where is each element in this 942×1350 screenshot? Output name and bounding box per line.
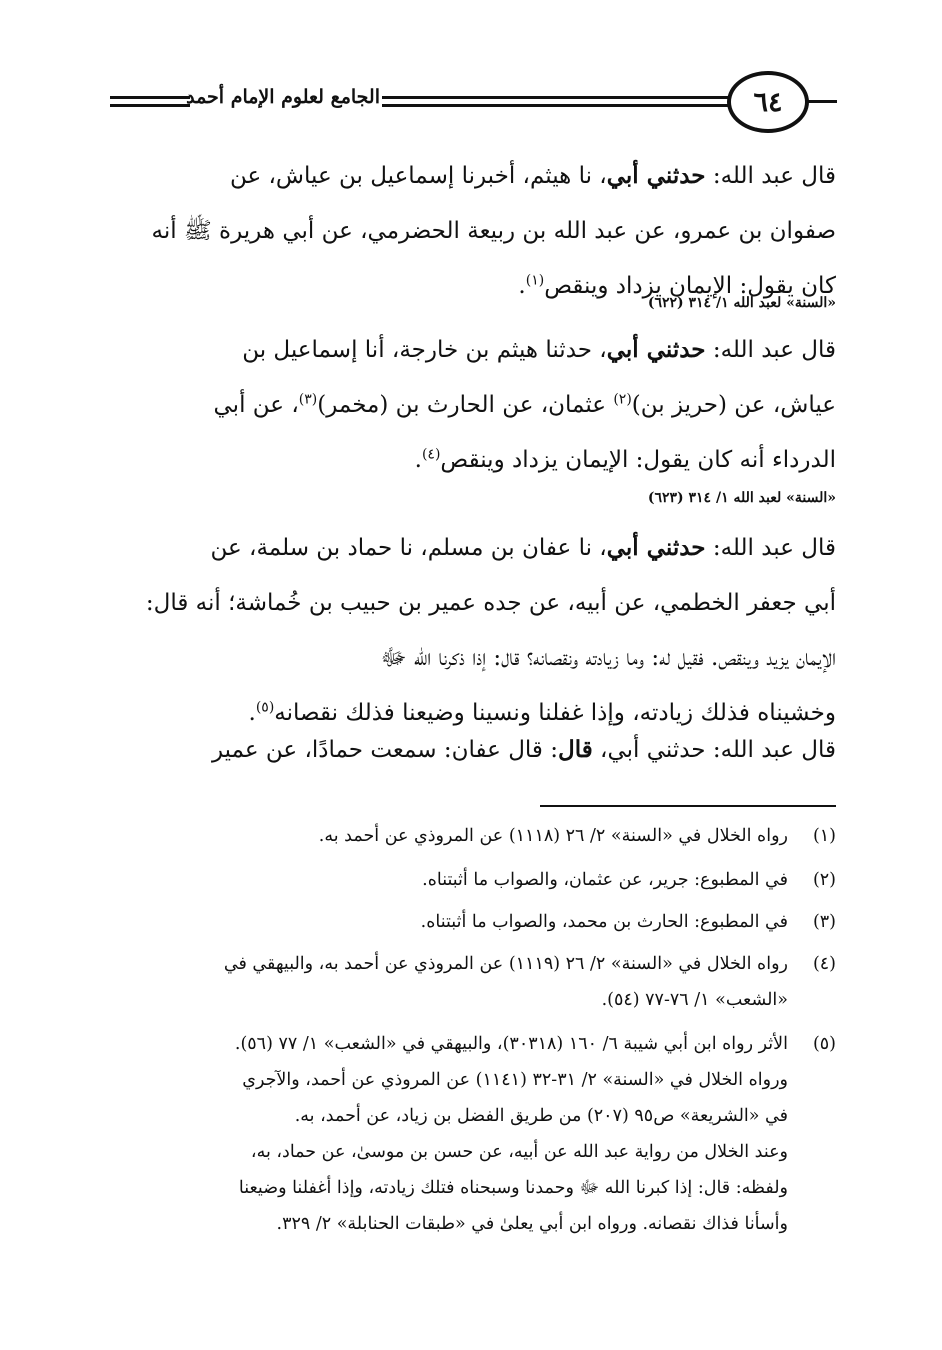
footnote-line: وعند الخلال من رواية عبد الله عن أبيه، عن حسن بن موسىٰ، عن حماد، به، (250, 1142, 788, 1162)
footnote-line: في المطبوع: جرير، عن عثمان، والصواب ما أثبتناه. (422, 870, 788, 890)
footnote-number: (١) (812, 826, 836, 846)
header-title: الجامع لعلوم الإمام أحمد (186, 86, 380, 108)
page-number: ٦٤ (753, 86, 783, 118)
paragraph-1 (112, 148, 836, 314)
paragraph-line: قال عبد الله: حدثني أبي، قال: قال عفان: سمعت حمادًا، عن عمير (211, 736, 836, 763)
footnote-ref[interactable]: (٣) (298, 391, 318, 408)
footnote-ref[interactable]: (٢) (613, 391, 632, 408)
footnote-number: (٣) (812, 912, 836, 932)
footnote-number: (٢) (812, 870, 836, 890)
header-rule-middle-top (382, 96, 730, 99)
footnote-number: (٥) (812, 1034, 836, 1054)
paragraph-line: عياش، عن (حريز بن)$^{(٢)}$ عثمان، عن الحارث بن (مخمر)$^{(٣)}$، عن أبي (213, 391, 836, 418)
page-number-badge (727, 71, 809, 133)
footnote-line: الأثر رواه ابن أبي شيبة ٦/ ١٦٠ (٣٠٣١٨)، والبيهقي في «الشعب» ١/ ٧٧ (٥٦). (234, 1034, 788, 1054)
footnote-line: في المطبوع: الحارث بن محمد، والصواب ما أثبتناه. (420, 912, 788, 932)
source-citation-1: «السنة» لعبد الله ١/ ٣١٤ (٦٢٢) (647, 295, 836, 311)
paragraph-line: قال عبد الله: حدثني أبي، نا هيثم، أخبرنا إسماعيل بن عياش، عن (229, 162, 836, 189)
footnote-ref[interactable]: (١) (525, 272, 545, 289)
paragraph-line: الإيمان يزيد وينقص. فقيل له: وما زيادته ونقصانه؟ قال: إذا ذكرنا الله ﷻ (380, 645, 836, 671)
footnote-line: «الشعب» ١/ ٧٦-٧٧ (٥٤). (601, 990, 788, 1010)
paragraph-line: قال عبد الله: حدثني أبي، نا عفان بن مسلم، نا حماد بن سلمة، عن (210, 534, 836, 561)
footnote-number: (٤) (812, 954, 836, 974)
header-rule-left-top (110, 96, 190, 99)
paragraph-line: قال عبد الله: حدثني أبي، حدثنا هيثم بن خارجة، أنا إسماعيل بن (242, 336, 836, 363)
paragraph-3 (112, 520, 836, 741)
footnote-line: ولفظه: قال: إذا كبرنا الله ﷻ وحمدنا وسبحناه فتلك زيادته، وإذا أغفلنا وضيعنا (238, 1178, 788, 1198)
paragraph-line: أبي جعفر الخطمي، عن أبيه، عن جده عمير بن حبيب بن خُماشة؛ أنه قال: (145, 590, 836, 616)
footnote-line: وأسأنا فذاك نقصانه. ورواه ابن أبي يعلىٰ في «طبقات الحنابلة» ٢/ ٣٢٩. (276, 1214, 788, 1234)
paragraph-2 (112, 322, 836, 488)
source-citation-2: «السنة» لعبد الله ١/ ٣١٤ (٦٢٣) (647, 490, 836, 506)
paragraph-line: وخشيناه فذلك زيادته، وإذا غفلنا ونسينا وضيعنا فذلك نقصانه$^{(٥)}$. (248, 699, 836, 726)
paragraph-line: الدرداء أنه كان يقول: الإيمان يزداد وينقص$^{(٤)}$. (414, 446, 836, 473)
header-rule-left-bottom (110, 104, 190, 107)
paragraph-4 (112, 722, 836, 778)
paragraph-line: كان يقول: الإيمان يزداد وينقص$^{(١)}$. (518, 272, 836, 299)
footnote-ref[interactable]: (٤) (421, 446, 441, 463)
paragraph-line: صفوان بن عمرو، عن عبد الله بن ربيعة الحضرمي، عن أبي هريرة ﷺ أنه (151, 218, 836, 244)
header-rule-right (805, 100, 837, 103)
header-rule-middle-bottom (382, 104, 730, 107)
footnote-line: في «الشريعة» ص٩٥ (٢٠٧) من طريق الفضل بن زياد، عن أحمد، به. (294, 1106, 788, 1126)
footnote-line: رواه الخلال في «السنة» ٢/ ٢٦ (١١١٨) عن المروذي عن أحمد به. (318, 826, 788, 846)
footnote-ref[interactable]: (٥) (255, 699, 275, 716)
footnote-line: ورواه الخلال في «السنة» ٢/ ٣١-٣٢ (١١٤١) عن المروذي عن أحمد، والآجري (242, 1070, 788, 1090)
footnote-separator (540, 805, 836, 807)
footnote-line: رواه الخلال في «السنة» ٢/ ٢٦ (١١١٩) عن المروذي عن أحمد به، والبيهقي في (223, 954, 788, 974)
